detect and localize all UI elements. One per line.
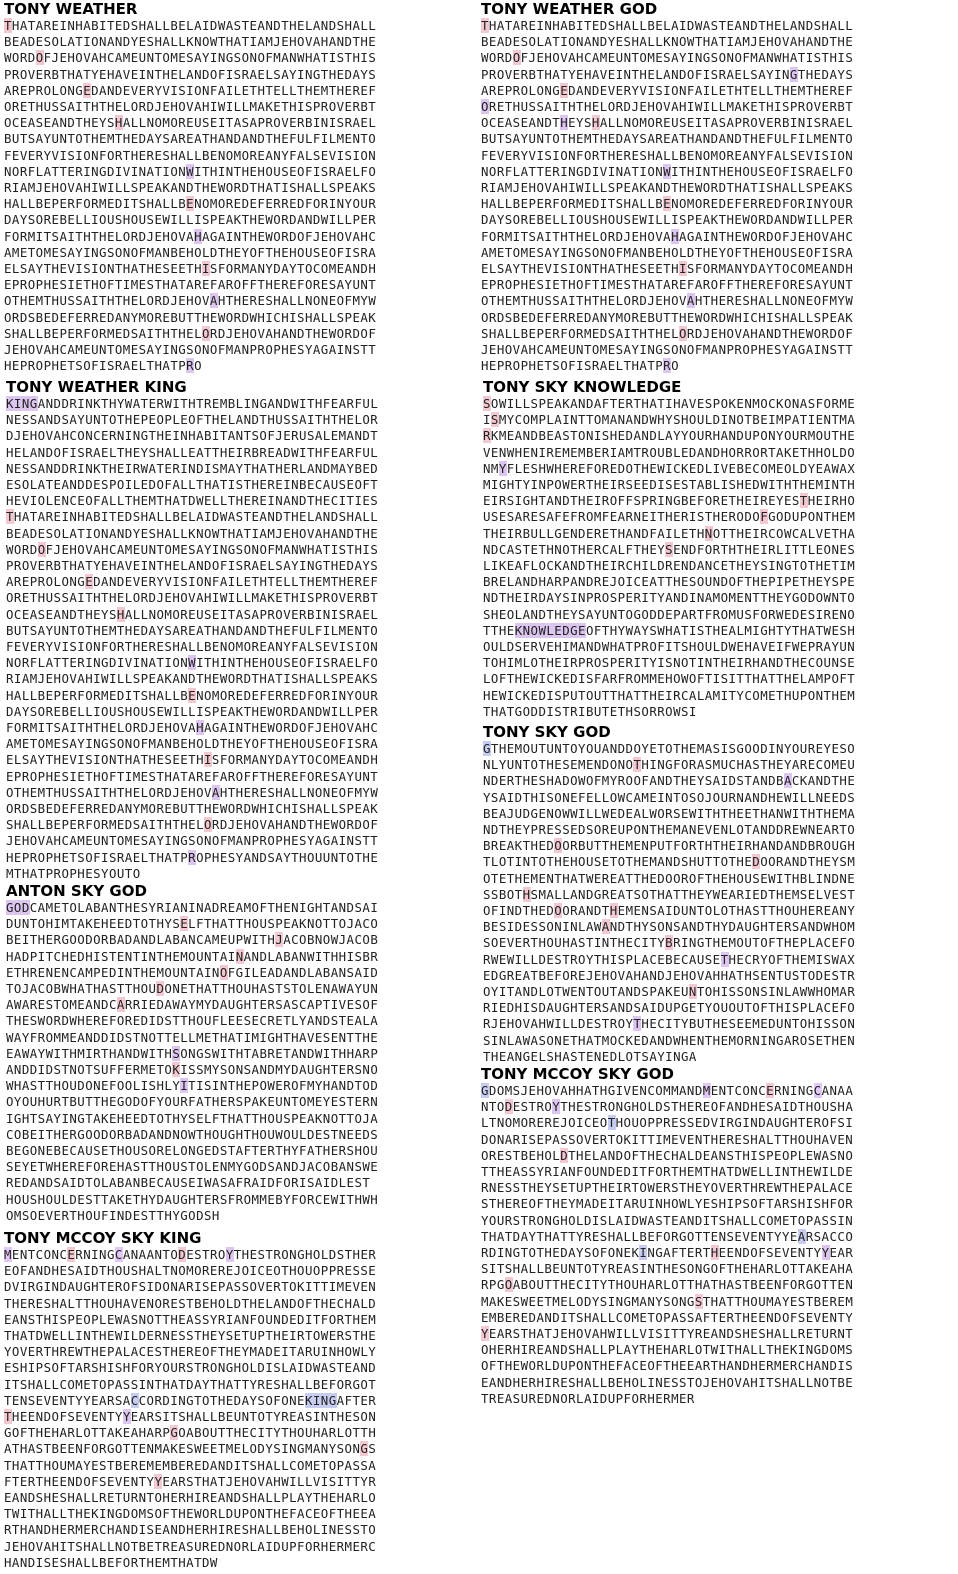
grid-line: HALLBEPERFORMEDITSHALLBENOMOREDEFERREDFORINYOUR [6, 687, 379, 703]
grid-line: AWARESTOMEANDCARRIEDAWAYMYDAUGHTERSASCAPTIVESOF [6, 997, 379, 1013]
grid-line: TOHIMLOTHEIRPROSPERITYISNOTINTHEIRHANDTHECOUNSE [483, 655, 856, 671]
panel-tony-sky-knowledge [483, 378, 855, 720]
panel-tony-weather [4, 0, 376, 374]
highlighted-letter: N [688, 984, 697, 1000]
highlighted-letter: Y [122, 1409, 131, 1425]
grid-line: EDGREATBEFOREJEHOVAHANDJEHOVAHHATHSENTUSTODESTR [483, 967, 856, 983]
panel-title: TONY MCCOY SKY GOD [481, 1065, 674, 1083]
grid-line: YOVERTHREWTHEPALACESTHEREOFTHEYMADEITARUINHOWLY [4, 1344, 377, 1360]
grid-line: RPGOABOUTTHECITYTHOUHARLOTTHATHASTBEENFORGOTTEN [481, 1277, 854, 1293]
highlighted-letter: W [186, 163, 195, 179]
highlighted-letter: J [275, 932, 284, 948]
panel-title: TONY WEATHER KING [6, 378, 187, 396]
highlighted-letter: KNOWLEDGE [514, 622, 586, 638]
grid-line: OCEASEANDTHEYSHALLNOMOREUSEITASAPROVERBINISRAEL [481, 115, 854, 131]
highlighted-letter: O [512, 50, 521, 66]
highlighted-letter: C [130, 1392, 139, 1408]
grid-line: DJEHOVAHCONCERNINGTHEINHABITANTSOFJERUSALEMANDT [6, 428, 379, 444]
grid-line: HEPROPHETSOFISRAELTHATPROPHESYANDSAYTHOUUNTOTHE [6, 849, 379, 865]
grid-line: PROVERBTHATYEHAVEINTHELANDOFISRAELSAYINGTHEDAYS [4, 66, 377, 82]
highlighted-letter: O [202, 325, 210, 341]
grid-line: EANSTHISPEOPLEWASNOTTHEASSYRIANFOUNDEDITFORTHEM [4, 1311, 377, 1327]
grid-line: RJEHOVAHWILLDESTROYTHECITYBUTHESEEMEDUNTOHISSON [483, 1016, 856, 1032]
grid-line: HALLBEPERFORMEDITSHALLBENOMOREDEFERREDFORINYOUR [481, 196, 854, 212]
grid-line: OMSOEVERTHOUFINDESTTHYGODSH [6, 1207, 220, 1223]
grid-line: SHALLBEPERFORMEDSAITHTHELORDJEHOVAHANDTHEWORDOF [6, 817, 379, 833]
highlighted-letter: H [710, 1245, 719, 1261]
panel-title: ANTON SKY GOD [6, 882, 147, 900]
highlighted-letter: O [204, 817, 212, 833]
highlighted-letter: B [665, 935, 674, 951]
grid-line: HELANDOFISRAELTHEYSHALLEATTHEIRBREADWITHFEARFUL [6, 444, 379, 460]
grid-line: HEVIOLENCEOFALLTHEMTHATDWELLTHEREINANDTHECITIES [6, 493, 379, 509]
highlighted-letter: KING [304, 1392, 337, 1408]
grid-line: ORETHUSSAITHTHELORDJEHOVAHIWILLMAKETHISPROVERBT [481, 99, 854, 115]
grid-line: SITSHALLBEUNTOTYREASINTHESONGOFTHEHARLOTTAKEAHA [481, 1261, 854, 1277]
grid-line: RWEWILLDESTROYTHISPLACEBECAUSETHECRYOFTHEMISWAX [483, 951, 856, 967]
highlighted-letter: S [483, 396, 491, 411]
highlighted-letter: T [720, 951, 729, 967]
grid-line: ISMYCOMPLAINTTOMANANDWHYSHOULDINOTBEIMPATIENTMA [483, 412, 856, 428]
grid-line: YEARSTHATJEHOVAHWILLVISITTYREANDSHESHALLRETURNT [481, 1326, 854, 1342]
highlighted-letter: K [172, 1062, 181, 1078]
grid-line: PROVERBTHATYEHAVEINTHELANDOFISRAELSAYINGTHEDAYS [6, 558, 379, 574]
highlighted-letter: E [180, 916, 189, 932]
grid-line: ETHRENENCAMPEDINTHEMOUNTAINOFGILEADANDLABANSAID [6, 964, 379, 980]
highlighted-letter: S [172, 1045, 181, 1061]
highlighted-letter: E [83, 82, 92, 98]
grid-line: ANDDIDSTNOTSUFFERMETOKISSMYSONSANDMYDAUGHTERSNO [6, 1062, 379, 1078]
highlighted-letter: H [116, 606, 125, 622]
highlighted-letter: Y [821, 1245, 830, 1261]
grid-line: FTERTHEENDOFSEVENTYYEARSTHATJEHOVAHWILLVISITTYR [4, 1473, 377, 1489]
panel-tony-weather-god [481, 0, 853, 374]
grid-line: WORDOFJEHOVAHCAMEUNTOMESAYINGSONOFMANWHATISTHIS [481, 50, 854, 66]
panel-tony-weather-king [6, 378, 378, 882]
grid-line: BEGONEBECAUSETHOUSORELONGEDSTAFTERTHYFATHERSHOU [6, 1143, 379, 1159]
grid-line: ESOLATEANDDESPOILEDOFALLTHATISTHEREINBECAUSEOFT [6, 477, 379, 493]
grid-line: OCEASEANDTHEYSHALLNOMOREUSEITASAPROVERBINISRAEL [6, 606, 379, 622]
grid-line: BEITHERGOODORBADANDLABANCAMEUPWITHJACOBNOWJACOB [6, 932, 379, 948]
grid-line: RDINGTOTHEDAYSOFONEKINGAFTERTHEENDOFSEVENTYYEAR [481, 1245, 854, 1261]
grid-line: JEHOVAHCAMEUNTOMESAYINGSONOFMANPROPHESYAGAINSTT [4, 342, 377, 358]
grid-line: AMETOMESAYINGSONOFMANBEHOLDTHEYOFTHEHOUSEOFISRA [4, 244, 377, 260]
grid-line: SHALLBEPERFORMEDSAITHTHELORDJEHOVAHANDTHEWORDOF [4, 325, 377, 341]
grid-line: THEANGELSHASTENEDLOTSAYINGA [483, 1048, 697, 1064]
highlighted-letter: Y [154, 1473, 163, 1489]
highlighted-letter: T [4, 1409, 12, 1425]
letter-grid [6, 396, 378, 882]
grid-line: BREAKTHEDOORBUTTHEMENPUTFORTHTHEIRHANDANDBROUGH [483, 838, 856, 854]
grid-line: MENTCONCERNINGCANAANTODESTROYTHESTRONGHOLDSTHER [4, 1247, 377, 1262]
grid-line: OFTHEWORLDUPONTHEFACEOFTHEEARTHANDHERMERCHANDIS [481, 1358, 854, 1374]
grid-line: ORDSBEDEFERREDANYMOREBUTTHEWORDWHICHISHALLSPEAK [481, 309, 854, 325]
highlighted-letter: T [633, 757, 642, 773]
highlighted-letter: E [663, 196, 672, 212]
grid-line: NESSANDDRINKTHEIRWATERINDISMAYTHATHERLANDMAYBED [6, 460, 379, 476]
grid-line: THATDAYTHATTYRESHALLBEFORGOTTENSEVENTYYEARSACCO [481, 1228, 854, 1244]
grid-line: YOURSTRONGHOLDISLAIDWASTEANDITSHALLCOMETOPASSIN [481, 1212, 854, 1228]
grid-line: NESSANDSAYUNTOTHEPEOPLEOFTHELANDTHUSSAITHTHELOR [6, 412, 379, 428]
highlighted-letter: H [196, 720, 204, 736]
grid-line: NDCASTETHNOTHERCALFTHEYSENDFORTHTHEIRLITTLEONES [483, 541, 856, 557]
grid-line: OULDSERVEHIMANDWHATPROFITSHOULDWEHAVEIFWEPRAYUN [483, 639, 856, 655]
highlighted-letter: H [591, 115, 600, 131]
highlighted-letter: G [360, 1441, 369, 1457]
highlighted-letter: M [4, 1247, 12, 1262]
grid-line: GOFTHEHARLOTTAKEAHARPGOABOUTTHECITYTHOUHARLOTTH [4, 1425, 377, 1441]
grid-line: OTETHEMENTHATWEREATTHEDOOROFTHEHOUSEWITHBLINDNE [483, 870, 856, 886]
highlighted-letter: M [702, 1083, 711, 1098]
grid-line: THATAREINHABITEDSHALLBELAIDWASTEANDTHELANDSHALL [4, 18, 377, 33]
highlighted-letter: GOD [6, 900, 30, 915]
grid-line: NDERTHESHADOWOFMYROOFANDTHEYSAIDSTANDBACKANDTHE [483, 773, 856, 789]
panel-title: TONY SKY GOD [483, 723, 611, 741]
highlighted-letter: G [170, 1425, 179, 1441]
highlighted-letter: G [481, 1083, 489, 1098]
highlighted-letter: Y [481, 1326, 489, 1342]
highlighted-letter: E [766, 1083, 775, 1098]
grid-line: BEADESOLATIONANDYESHALLKNOWTHATIAMJEHOVAHANDTHE [481, 34, 854, 50]
grid-line: EPROPHESIETHOFTIMESTHATAREFAROFFTHEREFORESAYUNT [4, 277, 377, 293]
panel-anton-sky-god [6, 882, 378, 1224]
highlighted-letter: G [789, 66, 798, 82]
highlighted-letter: R [188, 849, 197, 865]
grid-line: ELSAYTHEVISIONTHATHESEETHISFORMANYDAYTOCOMEANDH [6, 752, 379, 768]
grid-line: EANDHERHIRESHALLBEHOLINESSTOJEHOVAHITSHALLNOTBE [481, 1374, 854, 1390]
grid-line: AREPROLONGEDANDEVERYVISIONFAILETHTELLTHEMTHEREF [481, 82, 854, 98]
grid-line: BUTSAYUNTOTHEMTHEDAYSAREATHANDANDTHEFULFILMENTO [6, 622, 379, 638]
highlighted-letter: R [186, 358, 195, 374]
highlighted-letter: O [679, 325, 687, 341]
grid-line: HALLBEPERFORMEDITSHALLBENOMOREDEFERREDFORINYOUR [4, 196, 377, 212]
grid-line: THEENDOFSEVENTYYEARSITSHALLBEUNTOTYREASINTHESON [4, 1409, 377, 1425]
highlighted-letter: W [188, 655, 197, 671]
grid-line: LIKEAFLOCKANDTHEIRCHILDRENDANCETHEYSINGTOTHETIM [483, 558, 856, 574]
panel-title: TONY MCCOY SKY KING [4, 1229, 202, 1247]
highlighted-letter: A [686, 293, 695, 309]
grid-line: HEWICKEDISPUTOUTTHATTHEIRCALAMITYCOMETHUPONTHEM [483, 687, 856, 703]
highlighted-letter: C [813, 1083, 822, 1098]
panel-title: TONY SKY KNOWLEDGE [483, 378, 682, 396]
grid-line: GTHEMOUTUNTOYOUANDDOYETOTHEMASISGOODINYOUREYESO [483, 741, 856, 756]
letter-grid [481, 18, 853, 374]
grid-line: BRELANDHARPANDREJOICEATTHESOUNDOFTHEPIPETHEYSPE [483, 574, 856, 590]
grid-line: FEVERYVISIONFORTHERESHALLBENOMOREANYFALSEVISION [4, 147, 377, 163]
highlighted-letter: T [6, 509, 14, 525]
highlighted-letter: R [483, 428, 491, 444]
grid-line: FEVERYVISIONFORTHERESHALLBENOMOREANYFALSEVISION [6, 639, 379, 655]
grid-line: OHERHIREANDSHALLPLAYTHEHARLOTWITHALLTHEKINGDOMS [481, 1342, 854, 1358]
highlighted-letter: S [490, 412, 499, 428]
highlighted-letter: D [752, 854, 761, 870]
grid-line: TTHEASSYRIANFOUNDEDITFORTHEMTHATDWELLINTHEWILDE [481, 1164, 854, 1180]
grid-line: VENWHENIREMEMBERIAMTROUBLEDANDHORRORTAKETHHOLDO [483, 444, 856, 460]
highlighted-letter: H [560, 115, 569, 131]
highlighted-letter: N [704, 525, 713, 541]
grid-line: DVIRGINDAUGHTEROFSIDONARISEPASSOVERTOKITTIMEVEN [4, 1279, 377, 1295]
grid-line: ESHIPSOFTARSHISHFORYOURSTRONGHOLDISLAIDWASTEAND [4, 1360, 377, 1376]
grid-line: PROVERBTHATYEHAVEINTHELANDOFISRAELSAYINGTHEDAYS [481, 66, 854, 82]
grid-line: NORFLATTERINGDIVINATIONWITHINTHEHOUSEOFISRAELFO [481, 163, 854, 179]
grid-line: WORDOFJEHOVAHCAMEUNTOMESAYINGSONOFMANWHATISTHIS [4, 50, 377, 66]
grid-line: SOEVERTHOUHASTINTHECITYBRINGTHEMOUTOFTHEPLACEFO [483, 935, 856, 951]
grid-line: EAWAYWITHMIRTHANDWITHSONGSWITHTABRETANDWITHHARP [6, 1045, 379, 1061]
grid-line: THESWORDWHEREFOREDIDSTTHOUFLEESECRETLYANDSTEALA [6, 1013, 379, 1029]
highlighted-letter: A [209, 293, 218, 309]
highlighted-letter: Y [498, 460, 507, 476]
grid-line: OFINDTHEDOORANDTHEMENSAIDUNTOLOTHASTTHOUHEREANY [483, 903, 856, 919]
grid-line: THATDWELLINTHEWILDERNESSTHEYSETUPTHEIRTOWERSTHE [4, 1328, 377, 1344]
grid-line: SOWILLSPEAKANDAFTERTHATIHAVESPOKENMOCKONASFORME [483, 396, 856, 411]
highlighted-letter: KING [6, 396, 38, 411]
highlighted-letter: S [694, 1293, 703, 1309]
grid-line: OYOUHURTBUTTHEGODOFYOURFATHERSPAKEUNTOMEYESTERN [6, 1094, 379, 1110]
highlighted-letter: S [665, 541, 674, 557]
grid-line: RIAMJEHOVAHIWILLSPEAKANDTHEWORDTHATISHALLSPEAKS [6, 671, 379, 687]
grid-line: EPROPHESIETHOFTIMESTHATAREFAROFFTHEREFORESAYUNT [6, 768, 379, 784]
grid-line: TENSEVENTYYEARSACCORDINGTOTHEDAYSOFONEKINGAFTER [4, 1392, 377, 1408]
letter-grid [481, 1083, 853, 1407]
grid-line: LOFTHEWICKEDISFARFROMMEHOWOFTISITTHATTHELAMPOFT [483, 671, 856, 687]
highlighted-letter: A [783, 773, 792, 789]
highlighted-letter: O [37, 541, 46, 557]
grid-line: GDOMSJEHOVAHHATHGIVENCOMMANDMENTCONCERNINGCANAA [481, 1083, 854, 1098]
highlighted-letter: H [114, 115, 123, 131]
grid-line: RNESSTHEYSETUPTHEIRTOWERSTHEYOVERTHREWTHEPALACE [481, 1180, 854, 1196]
grid-line: THATAREINHABITEDSHALLBELAIDWASTEANDTHELANDSHALL [481, 18, 854, 33]
grid-line: SEYETWHEREFOREHASTTHOUSTOLENMYGODSANDJACOBANSWE [6, 1159, 379, 1175]
grid-line: NMYFLESHWHEREFOREDOTHEWICKEDLIVEBECOMEOLDYEAWAX [483, 460, 856, 476]
grid-line: AMETOMESAYINGSONOFMANBEHOLDTHEYOFTHEHOUSEOFISRA [6, 736, 379, 752]
grid-line: DAYSOREBELLIOUSHOUSEWILLISPEAKTHEWORDANDWILLPER [4, 212, 377, 228]
grid-line: JEHOVAHITSHALLNOTBETREASUREDNORLAIDUPFORHERMERC [4, 1538, 377, 1554]
highlighted-letter: H [671, 228, 679, 244]
grid-line: FORMITSAITHTHELORDJEHOVAHAGAINTHEWORDOFJEHOVAHC [4, 228, 377, 244]
highlighted-letter: O [481, 99, 489, 115]
grid-line: NORFLATTERINGDIVINATIONWITHINTHEHOUSEOFISRAELFO [6, 655, 379, 671]
grid-line: HADPITCHEDHISTENTINTHEMOUNTAINANDLABANWITHHISBR [6, 948, 379, 964]
grid-line: STHEREOFTHEYMADEITARUINHOWLYESHIPSOFTARSHISHFOR [481, 1196, 854, 1212]
grid-line: JEHOVAHCAMEUNTOMESAYINGSONOFMANPROPHESYAGAINSTT [481, 342, 854, 358]
grid-line: THATAREINHABITEDSHALLBELAIDWASTEANDTHELANDSHALL [6, 509, 379, 525]
highlighted-letter: G [483, 741, 491, 756]
highlighted-letter: T [481, 18, 489, 33]
grid-line: ELSAYTHEVISIONTHATHESEETHISFORMANYDAYTOCOMEANDH [481, 261, 854, 277]
letter-grid [4, 18, 376, 374]
grid-line: ATHASTBEENFORGOTTENMAKESWEETMELODYSINGMANYSONGS [4, 1441, 377, 1457]
grid-line: MAKESWEETMELODYSINGMANYSONGSTHATTHOUMAYESTBEREM [481, 1293, 854, 1309]
highlighted-letter: D [560, 1147, 569, 1163]
grid-line: RTHANDHERMERCHANDISEANDHERHIRESHALLBEHOLINESSTO [4, 1522, 377, 1538]
grid-line: OTHEMTHUSSAITHTHELORDJEHOVAHTHERESHALLNONEOFMYW [4, 293, 377, 309]
grid-line: KINGANDDRINKTHYWATERWITHTREMBLINGANDWITHFEARFUL [6, 396, 379, 411]
grid-line: AREPROLONGEDANDEVERYVISIONFAILETHTELLTHEMTHEREF [6, 574, 379, 590]
highlighted-letter: O [219, 964, 228, 980]
highlighted-letter: T [633, 1016, 642, 1032]
grid-line: BEADESOLATIONANDYESHALLKNOWTHATIAMJEHOVAHANDTHE [4, 34, 377, 50]
grid-line: EOFANDHESAIDTHOUSHALTNOMOREREJOICEOTHOUOPPRESSE [4, 1263, 377, 1279]
grid-line: NLYUNTOTHESEMENDONOTHINGFORASMUCHASTHEYARECOMEU [483, 757, 856, 773]
grid-line: TOJACOBWHATHASTTHOUDONETHATTHOUHASTSTOLENAWAYUN [6, 981, 379, 997]
highlighted-letter: W [663, 163, 672, 179]
grid-line: AMETOMESAYINGSONOFMANBEHOLDTHEYOFTHEHOUSEOFISRA [481, 244, 854, 260]
grid-line: DONARISEPASSOVERTOKITTIMEVENTHERESHALTTHOUHAVEN [481, 1131, 854, 1147]
highlighted-letter: N [235, 948, 244, 964]
highlighted-letter: A [211, 784, 220, 800]
grid-line: WAYFROMMEANDDIDSTNOTTELLMETHATIMIGHTHAVESENTTHE [6, 1029, 379, 1045]
highlighted-letter: T [799, 493, 808, 509]
highlighted-letter: E [560, 82, 569, 98]
grid-line: EIRSIGHTANDTHEIROFFSPRINGBEFORETHEIREYESTHEIRHO [483, 493, 856, 509]
grid-line: TTHEKNOWLEDGEOFTHYWAYSWHATISTHEALMIGHTYTHATWESH [483, 622, 856, 638]
highlighted-letter: A [797, 1228, 806, 1244]
highlighted-letter: I [202, 261, 210, 277]
grid-line: OYITANDLOTWENTOUTANDSPAKEUNTOHISSONSINLAWWHOMAR [483, 984, 856, 1000]
grid-line: WORDOFJEHOVAHCAMEUNTOMESAYINGSONOFMANWHATISTHIS [6, 541, 379, 557]
highlighted-letter: I [639, 1245, 648, 1261]
highlighted-letter: H [609, 903, 618, 919]
grid-line: EMBEREDANDITSHALLCOMETOPASSAFTERTHEENDOFSEVENTY [481, 1309, 854, 1325]
highlighted-letter: H [522, 886, 531, 902]
grid-line: HOUSHOULDESTTAKETHYDAUGHTERSFROMMEBYFORCEWITHWH [6, 1191, 379, 1207]
grid-line: THATTHOUMAYESTBEREMEMBEREDANDITSHALLCOMETOPASSA [4, 1457, 377, 1473]
grid-line: BUTSAYUNTOTHEMTHEDAYSAREATHANDANDTHEFULFILMENTO [481, 131, 854, 147]
grid-line: DAYSOREBELLIOUSHOUSEWILLISPEAKTHEWORDANDWILLPER [481, 212, 854, 228]
grid-line: NDTHEIRDAYSINPROSPERITYANDINAMOMENTTHEYGODOWNTO [483, 590, 856, 606]
grid-line: BESIDESSONINLAWANDTHYSONSANDTHYDAUGHTERSANDWHOM [483, 919, 856, 935]
grid-line: RKMEANDBEASTONISHEDANDLAYYOURHANDUPONYOURMOUTHE [483, 428, 856, 444]
grid-line: DAYSOREBELLIOUSHOUSEWILLISPEAKTHEWORDANDWILLPER [6, 703, 379, 719]
highlighted-letter: E [188, 687, 197, 703]
grid-line: RIAMJEHOVAHIWILLSPEAKANDTHEWORDTHATISHALLSPEAKS [4, 180, 377, 196]
highlighted-letter: D [504, 1099, 513, 1115]
grid-line: ORETHUSSAITHTHELORDJEHOVAHIWILLMAKETHISPROVERBT [6, 590, 379, 606]
highlighted-letter: O [35, 50, 44, 66]
grid-line: THEIRBULLGENDERETHANDFAILETHNOTTHEIRCOWCALVETHA [483, 525, 856, 541]
grid-line: OTHEMTHUSSAITHTHELORDJEHOVAHTHERESHALLNONEOFMYW [481, 293, 854, 309]
grid-line: EANDSHESHALLRETURNTOHERHIREANDSHALLPLAYTHEHARLO [4, 1490, 377, 1506]
grid-line: AREPROLONGEDANDEVERYVISIONFAILETHTELLTHEMTHEREF [4, 82, 377, 98]
grid-line: SSBOTHSMALLANDGREATSOTHATTHEYWEARIEDTHEMSELVEST [483, 886, 856, 902]
letter-grid [483, 741, 855, 1065]
grid-line: HEPROPHETSOFISRAELTHATPRO [481, 358, 679, 374]
highlighted-letter: O [554, 838, 563, 854]
highlighted-letter: Y [225, 1247, 234, 1262]
grid-line: COBEITHERGOODORBADANDNOWTHOUGHTHOUWOULDESTNEEDS [6, 1126, 379, 1142]
grid-line: EPROPHESIETHOFTIMESTHATAREFAROFFTHEREFORESAYUNT [481, 277, 854, 293]
grid-line: ELSAYTHEVISIONTHATHESEETHISFORMANYDAYTOCOMEANDH [4, 261, 377, 277]
grid-line: FEVERYVISIONFORTHERESHALLBENOMOREANYFALSEVISION [481, 147, 854, 163]
grid-line: HANDISESHALLBEFORTHEMTHATDW [4, 1554, 218, 1570]
grid-line: LTNOMOREREJOICEOTHOUOPPRESSEDVIRGINDAUGHTEROFSI [481, 1115, 854, 1131]
grid-line: HEPROPHETSOFISRAELTHATPRO [4, 358, 202, 374]
highlighted-letter: F [760, 509, 769, 525]
highlighted-letter: I [679, 261, 687, 277]
grid-line: GODCAMETOLABANTHESYRIANINADREAMOFTHENIGHTANDSAI [6, 900, 379, 915]
grid-line: MIGHTYINPOWERTHEIRSEEDISESTABLISHEDWITHTHEMINTH [483, 477, 856, 493]
highlighted-letter: R [663, 358, 672, 374]
highlighted-letter: E [67, 1247, 76, 1262]
grid-line: JEHOVAHCAMEUNTOMESAYINGSONOFMANPROPHESYAGAINSTT [6, 833, 379, 849]
grid-line: USESARESAFEFROMFEARNEITHERISTHERODOFGODUPONTHEM [483, 509, 856, 525]
grid-line: ITSHALLCOMETOPASSINTHATDAYTHATTYRESHALLBEFORGOT [4, 1376, 377, 1392]
highlighted-letter: H [194, 228, 202, 244]
grid-line: SHALLBEPERFORMEDSAITHTHELORDJEHOVAHANDTHEWORDOF [481, 325, 854, 341]
grid-line: ORESTBEHOLDTHELANDOFTHECHALDEANSTHISPEOPLEWASNO [481, 1147, 854, 1163]
grid-line: THATGODDISTRIBUTETHSORROWSI [483, 703, 697, 719]
grid-line: NORFLATTERINGDIVINATIONWITHINTHEHOUSEOFISRAELFO [4, 163, 377, 179]
grid-line: ORDSBEDEFERREDANYMOREBUTTHEWORDWHICHISHALLSPEAK [6, 801, 379, 817]
highlighted-letter: I [204, 752, 212, 768]
grid-line: TWITHALLTHEKINGDOMSOFTHEWORLDUPONTHEFACEOFTHEEA [4, 1506, 377, 1522]
highlighted-letter: D [178, 1247, 187, 1262]
panel-tony-mccoy-sky-god [481, 1065, 853, 1407]
grid-line: BEADESOLATIONANDYESHALLKNOWTHATIAMJEHOVAHANDTHE [6, 525, 379, 541]
grid-line: THERESHALTTHOUHAVENORESTBEHOLDTHELANDOFTHECHALD [4, 1295, 377, 1311]
highlighted-letter: I [180, 1078, 189, 1094]
panel-title: TONY WEATHER GOD [481, 0, 658, 18]
letter-grid [4, 1247, 376, 1571]
grid-line: FORMITSAITHTHELORDJEHOVAHAGAINTHEWORDOFJEHOVAHC [481, 228, 854, 244]
grid-line: DUNTOHIMTAKEHEEDTOTHYSELFTHATTHOUSPEAKNOTTOJACO [6, 916, 379, 932]
panel-tony-sky-god [483, 723, 855, 1065]
grid-line: WHASTTHOUDONEFOOLISHLYITISINTHEPOWEROFMYHANDTOD [6, 1078, 379, 1094]
grid-line: ORETHUSSAITHTHELORDJEHOVAHIWILLMAKETHISPROVERBT [4, 99, 377, 115]
grid-line: IGHTSAYINGTAKEHEEDTOTHYSELFTHATTHOUSPEAKNOTTOJA [6, 1110, 379, 1126]
highlighted-letter: D [156, 981, 165, 997]
highlighted-letter: A [601, 919, 610, 935]
grid-line: OCEASEANDTHEYSHALLNOMOREUSEITASAPROVERBINISRAEL [4, 115, 377, 131]
grid-line: ORDSBEDEFERREDANYMOREBUTTHEWORDWHICHISHALLSPEAK [4, 309, 377, 325]
grid-line: YSAIDTHISONEFELLOWCAMEINTOSOJOURNANDHEWILLNEEDS [483, 789, 856, 805]
highlighted-letter: T [607, 1115, 616, 1131]
highlighted-letter: Y [552, 1099, 561, 1115]
grid-line: MTHATPROPHESYOUTO [6, 865, 141, 881]
grid-line: SHEOLANDTHEYSAYUNTOGODDEPARTFROMUSFORWEDESIRENO [483, 606, 856, 622]
highlighted-letter: E [85, 574, 94, 590]
grid-line: TREASUREDNORLAIDUPFORHERMER [481, 1390, 695, 1406]
highlighted-letter: O [554, 903, 563, 919]
highlighted-letter: O [504, 1277, 513, 1293]
grid-line: RIAMJEHOVAHIWILLSPEAKANDTHEWORDTHATISHALLSPEAKS [481, 180, 854, 196]
grid-line: TLOTINTOTHEHOUSETOTHEMANDSHUTTOTHEDOORANDTHEYSM [483, 854, 856, 870]
panel-tony-mccoy-sky-king [4, 1229, 376, 1571]
highlighted-letter: C [114, 1247, 123, 1262]
letter-grid [483, 396, 855, 720]
grid-line: RIEDHISDAUGHTERSANDSAIDUPGETYOUOUTOFTHISPLACEFO [483, 1000, 856, 1016]
grid-line: BEAJUDGENOWWILLWEDEALWORSEWITHTHEETHANWITHTHEMA [483, 805, 856, 821]
panel-title: TONY WEATHER [4, 0, 138, 18]
highlighted-letter: A [116, 997, 125, 1013]
grid-line: BUTSAYUNTOTHEMTHEDAYSAREATHANDANDTHEFULFILMENTO [4, 131, 377, 147]
grid-line: NTODESTROYTHESTRONGHOLDSTHEREOFANDHESAIDTHOUSHA [481, 1099, 854, 1115]
grid-line: FORMITSAITHTHELORDJEHOVAHAGAINTHEWORDOFJEHOVAHC [6, 720, 379, 736]
grid-line: OTHEMTHUSSAITHTHELORDJEHOVAHTHERESHALLNONEOFMYW [6, 784, 379, 800]
grid-line: REDANDSAIDTOLABANBECAUSEIWASAFRAIDFORISAIDLEST [6, 1175, 371, 1191]
grid-line: SINLAWASONETHATMOCKEDANDWHENTHEMORNINGAROSETHEN [483, 1032, 856, 1048]
highlighted-letter: T [4, 18, 12, 33]
grid-line: NDTHEYPRESSEDSOREUPONTHEMANEVENLOTANDDREWNEARTO [483, 822, 856, 838]
highlighted-letter: E [186, 196, 195, 212]
letter-grid [6, 900, 378, 1224]
